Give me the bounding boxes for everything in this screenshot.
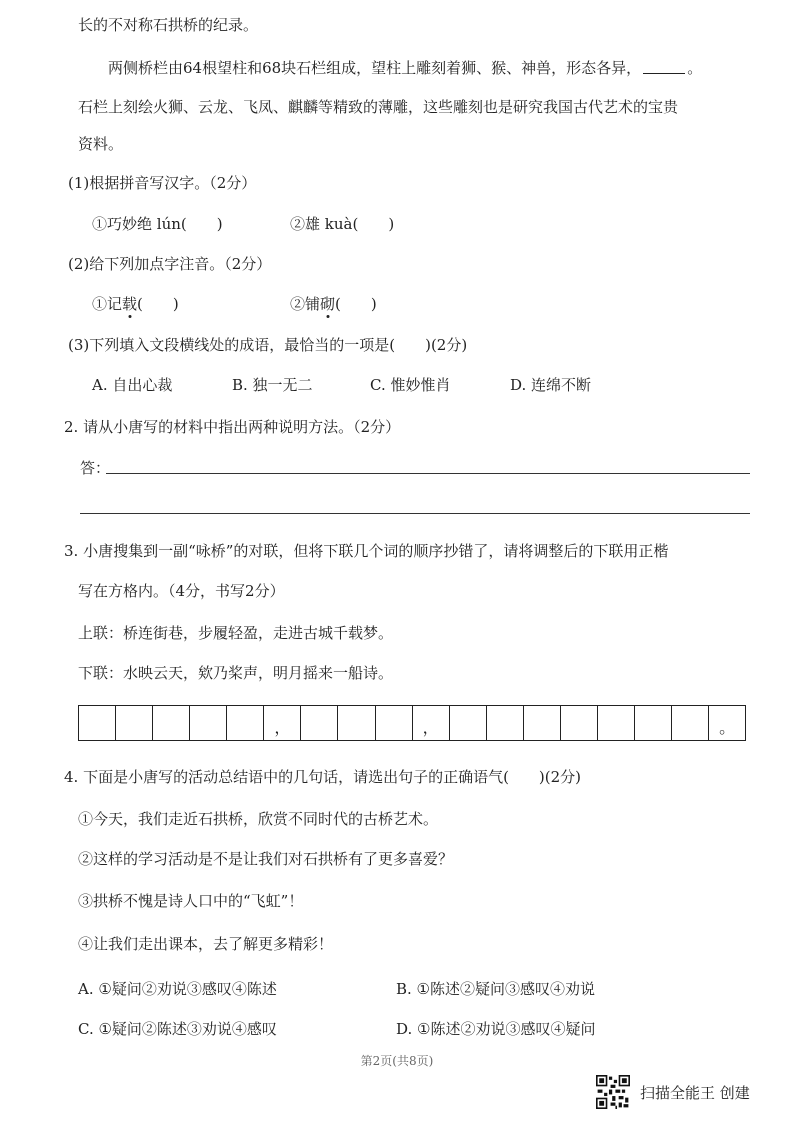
q1-sub2-item1-blank[interactable]: ( ) bbox=[137, 295, 179, 313]
q1-option-b[interactable]: B. 独一无二 bbox=[232, 376, 313, 394]
q4-sentence-1: ①今天，我们走近石拱桥，欣赏不同时代的古桥艺术。 bbox=[78, 810, 439, 828]
q1-sub2-title: (2)给下列加点字注音。（2分） bbox=[68, 255, 272, 273]
qr-code-icon bbox=[596, 1075, 630, 1109]
page-number: 第2页(共8页) bbox=[360, 1054, 434, 1068]
q1-sub1-item2[interactable]: ②雄 kuà( ) bbox=[290, 215, 395, 233]
grid-cell[interactable] bbox=[116, 706, 153, 740]
q3-title-line-1: 3. 小唐搜集到一副“咏桥”的对联，但将下联几个词的顺序抄错了，请将调整后的下联用正楷 bbox=[64, 542, 669, 560]
answer-grid bbox=[78, 705, 746, 741]
paragraph-line-4: 资料。 bbox=[78, 135, 124, 153]
q4-option-c[interactable]: C. ①疑问②陈述③劝说④感叹 bbox=[78, 1020, 277, 1038]
grid-cell[interactable] bbox=[79, 706, 116, 740]
grid-cell[interactable] bbox=[376, 706, 413, 740]
q2-title: 2. 请从小唐写的材料中指出两种说明方法。（2分） bbox=[64, 418, 401, 436]
q3-upper-couplet: 上联：桥连街巷，步履轻盈，走进古城千载梦。 bbox=[78, 624, 394, 642]
q1-sub2-item1-pre: ①记 bbox=[92, 295, 123, 313]
q1-sub2-item2[interactable] bbox=[290, 293, 377, 314]
q4-title: 4. 下面是小唐写的活动总结语中的几句话，请选出句子的正确语气( )(2分) bbox=[64, 768, 582, 786]
paragraph-line-3: 石栏上刻绘火狮、云龙、飞凤、麒麟等精致的薄雕，这些雕刻也是研究我国古代艺术的宝贵 bbox=[78, 98, 679, 116]
grid-cell[interactable] bbox=[190, 706, 227, 740]
grid-cell[interactable] bbox=[598, 706, 635, 740]
q1-sub2-item2-pre: ②铺 bbox=[290, 295, 321, 313]
fill-blank[interactable] bbox=[643, 72, 685, 74]
grid-cell[interactable] bbox=[227, 706, 264, 740]
grid-cell[interactable] bbox=[487, 706, 524, 740]
grid-cell[interactable] bbox=[561, 706, 598, 740]
paragraph-line-2 bbox=[108, 57, 702, 78]
q1-option-c[interactable]: C. 惟妙惟肖 bbox=[370, 376, 451, 394]
answer-line-1[interactable] bbox=[106, 473, 750, 474]
brand-text: 扫描全能王 创建 bbox=[640, 1083, 750, 1102]
q1-sub2-item1[interactable] bbox=[92, 293, 179, 314]
paragraph-line-1: 长的不对称石拱桥的纪录。 bbox=[78, 16, 259, 34]
grid-cell[interactable] bbox=[524, 706, 561, 740]
q1-option-d[interactable]: D. 连绵不断 bbox=[510, 376, 592, 394]
q4-option-b[interactable]: B. ①陈述②疑问③感叹④劝说 bbox=[396, 980, 596, 998]
scanner-watermark bbox=[596, 1075, 750, 1109]
paragraph-line-2-end: 。 bbox=[687, 59, 703, 77]
grid-cell[interactable] bbox=[672, 706, 709, 740]
q4-sentence-3: ③拱桥不愧是诗人口中的“飞虹”！ bbox=[78, 892, 304, 910]
grid-cell[interactable]: ， bbox=[413, 706, 450, 740]
grid-cell[interactable]: ， bbox=[264, 706, 301, 740]
q1-sub1-title: (1)根据拼音写汉字。（2分） bbox=[68, 174, 257, 192]
grid-cell[interactable] bbox=[153, 706, 190, 740]
q1-sub2-item2-blank[interactable]: ( ) bbox=[335, 295, 377, 313]
grid-cell[interactable] bbox=[635, 706, 672, 740]
q1-option-a[interactable]: A. 自出心裁 bbox=[92, 376, 173, 394]
q3-lower-couplet: 下联：水映云天，欸乃桨声，明月摇来一船诗。 bbox=[78, 664, 394, 682]
q3-title-line-2: 写在方格内。（4分，书写2分） bbox=[78, 582, 285, 600]
grid-cell[interactable]: 。 bbox=[719, 718, 736, 737]
q4-sentence-4: ④让我们走出课本，去了解更多精彩！ bbox=[78, 935, 334, 953]
q1-sub3-title: (3)下列填入文段横线处的成语，最恰当的一项是( )(2分) bbox=[68, 336, 468, 354]
q4-sentence-2: ②这样的学习活动是不是让我们对石拱桥有了更多喜爱？ bbox=[78, 850, 454, 868]
grid-cell[interactable] bbox=[301, 706, 338, 740]
answer-line-2[interactable] bbox=[80, 513, 750, 514]
dotted-char: 载 bbox=[122, 295, 138, 313]
grid-cell[interactable] bbox=[338, 706, 375, 740]
q1-sub1-item1[interactable]: ①巧妙绝 lún( ) bbox=[92, 215, 223, 233]
paragraph-line-2-text: 两侧桥栏由64根望柱和68块石栏组成，望柱上雕刻着狮、猴、神兽，形态各异， bbox=[108, 59, 642, 77]
q2-answer-label: 答： bbox=[80, 459, 111, 477]
q4-option-a[interactable]: A. ①疑问②劝说③感叹④陈述 bbox=[78, 980, 277, 998]
q4-option-d[interactable]: D. ①陈述②劝说③感叹④疑问 bbox=[396, 1020, 596, 1038]
dotted-char: 砌 bbox=[320, 295, 336, 313]
grid-cell[interactable] bbox=[450, 706, 487, 740]
